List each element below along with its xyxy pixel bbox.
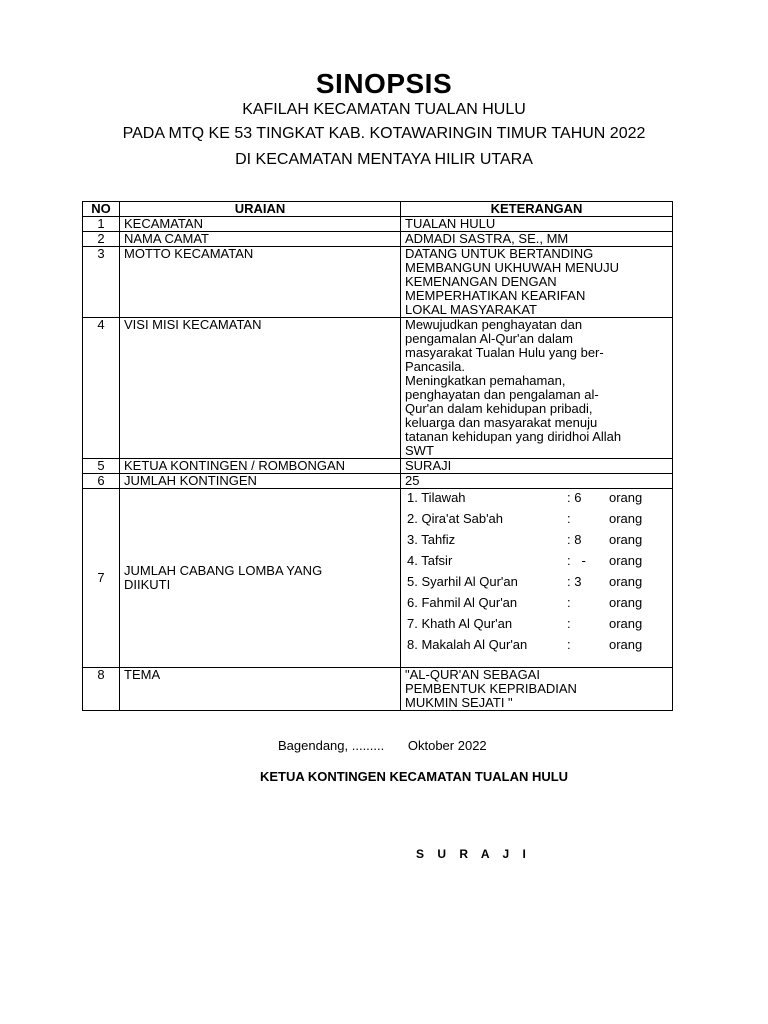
- document-title: SINOPSIS: [315, 68, 453, 99]
- row-no: 5: [83, 459, 120, 474]
- header-uraian: URAIAN: [120, 202, 401, 217]
- branch-name: 7. Khath Al Qur'an: [407, 616, 513, 631]
- branch-name: 3. Tahfiz: [407, 532, 456, 547]
- branch-item: [405, 638, 668, 659]
- branch-name: 8. Makalah Al Qur'an: [407, 637, 528, 652]
- table-row: [83, 247, 673, 318]
- branch-unit: orang: [609, 532, 643, 547]
- row-uraian: JUMLAH CABANG LOMBA YANG DIIKUTI: [120, 489, 401, 668]
- row-uraian: MOTTO KECAMATAN: [120, 247, 401, 318]
- branch-count: : -: [567, 553, 586, 568]
- table-row: [83, 459, 673, 474]
- row-no: 8: [83, 668, 120, 711]
- branch-unit: orang: [609, 595, 643, 610]
- row-no: 2: [83, 232, 120, 247]
- table-row: [83, 232, 673, 247]
- month-year: Oktober 2022: [407, 738, 487, 753]
- branch-count: :: [567, 637, 571, 652]
- row-uraian: TEMA: [120, 668, 401, 711]
- branch-unit: orang: [609, 553, 643, 568]
- synopsis-table: [82, 201, 673, 711]
- branch-item: [405, 596, 668, 617]
- table-row: [83, 489, 673, 668]
- row-no: 1: [83, 217, 120, 232]
- row-no: 4: [83, 318, 120, 459]
- table-row: [83, 474, 673, 489]
- branch-item: [405, 575, 668, 596]
- table-row: [83, 217, 673, 232]
- subtitle-line-2: PADA MTQ KE 53 TINGKAT KAB. KOTAWARINGIN TIMUR TAHUN 2022: [122, 125, 646, 142]
- row-keterangan: TUALAN HULU: [401, 217, 673, 232]
- branch-unit: orang: [609, 574, 643, 589]
- row-no: 7: [83, 489, 120, 668]
- signatory-name: S U R A J I: [416, 847, 531, 861]
- branch-count: : 8: [567, 532, 582, 547]
- branch-unit: orang: [609, 511, 643, 526]
- branch-item: [405, 491, 668, 512]
- header-keterangan: KETERANGAN: [401, 202, 673, 217]
- branch-name: 2. Qira'at Sab'ah: [407, 511, 504, 526]
- subtitle-line-3: DI KECAMATAN MENTAYA HILIR UTARA: [235, 151, 533, 168]
- row-keterangan: Mewujudkan penghayatan dan pengamalan Al-Qur'an dalam masyarakat Tualan Hulu yang ber- Pancasila. Meningkatkan pemahaman, penghayatan dan pengalaman al- Qur'an dalam kehidupan pribadi, keluarga dan masyarakat menuju tatanan kehidupan yang diridhoi Allah SWT: [401, 318, 673, 459]
- row-uraian: KECAMATAN: [120, 217, 401, 232]
- branch-count: :: [567, 511, 571, 526]
- place-label: Bagendang, .........: [278, 738, 385, 753]
- row-uraian: VISI MISI KECAMATAN: [120, 318, 401, 459]
- branch-name: 4. Tafsir: [407, 553, 453, 568]
- row-keterangan: "AL-QUR'AN SEBAGAI PEMBENTUK KEPRIBADIAN MUKMIN SEJATI ": [401, 668, 673, 711]
- row-keterangan: SURAJI: [401, 459, 673, 474]
- table-header-row: [83, 202, 673, 217]
- header-no: NO: [83, 202, 120, 217]
- row-uraian: JUMLAH KONTINGEN: [120, 474, 401, 489]
- table-row: [83, 668, 673, 711]
- branch-name: 5. Syarhil Al Qur'an: [407, 574, 518, 589]
- branch-item: [405, 512, 668, 533]
- branch-count: : 6: [567, 490, 582, 505]
- branch-list: [401, 489, 673, 668]
- signatory-role: KETUA KONTINGEN KECAMATAN TUALAN HULU: [259, 769, 569, 784]
- branch-item: [405, 617, 668, 638]
- branch-item: [405, 533, 668, 554]
- row-keterangan: 25: [401, 474, 673, 489]
- table-row: [83, 318, 673, 459]
- branch-unit: orang: [609, 616, 643, 631]
- branch-count: :: [567, 616, 571, 631]
- place-date: [278, 738, 507, 753]
- branch-unit: orang: [609, 637, 643, 652]
- branch-item: [405, 554, 668, 575]
- row-uraian: NAMA CAMAT: [120, 232, 401, 247]
- row-no: 6: [83, 474, 120, 489]
- row-no: 3: [83, 247, 120, 318]
- row-uraian: KETUA KONTINGEN / ROMBONGAN: [120, 459, 401, 474]
- row-keterangan: ADMADI SASTRA, SE., MM: [401, 232, 673, 247]
- branch-name: 6. Fahmil Al Qur'an: [407, 595, 518, 610]
- subtitle-line-1: KAFILAH KECAMATAN TUALAN HULU: [242, 101, 526, 118]
- branch-unit: orang: [609, 490, 643, 505]
- branch-count: : 3: [567, 574, 582, 589]
- branch-count: :: [567, 595, 571, 610]
- row-keterangan: DATANG UNTUK BERTANDING MEMBANGUN UKHUWAH MENUJU KEMENANGAN DENGAN MEMPERHATIKAN KEARIFAN LOKAL MASYARAKAT: [401, 247, 673, 318]
- branch-name: 1. Tilawah: [407, 490, 466, 505]
